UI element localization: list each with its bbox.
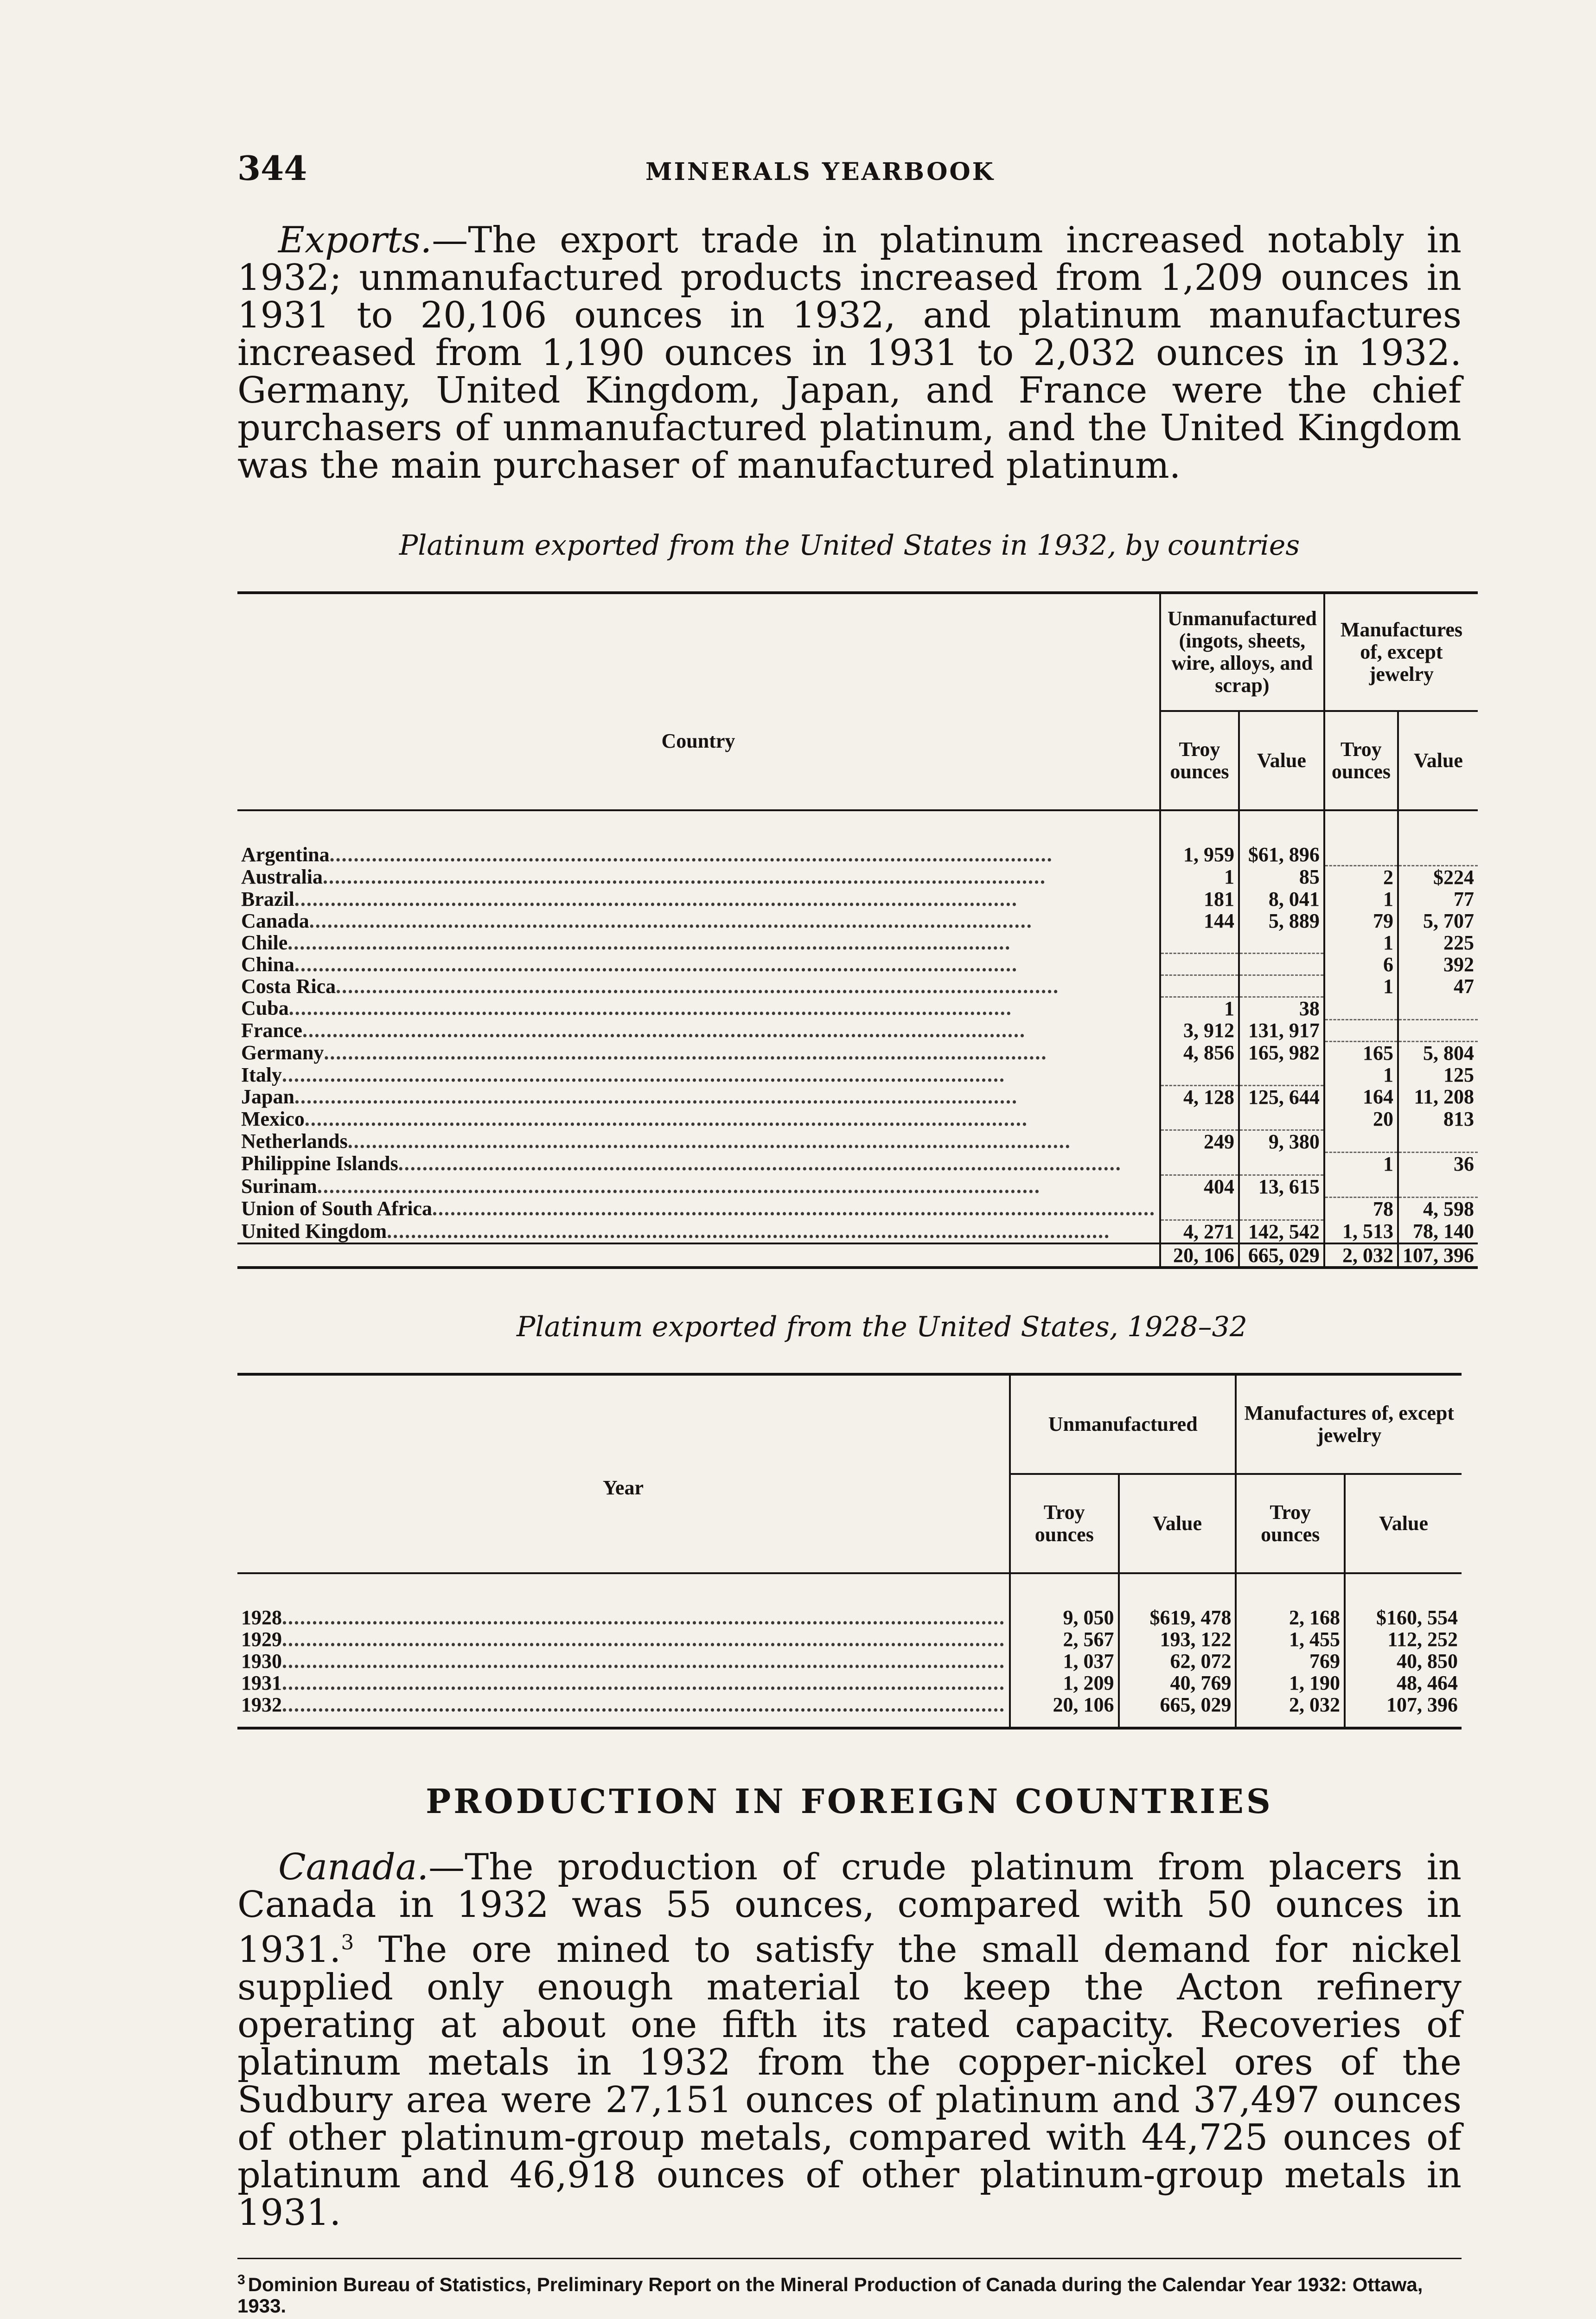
total-manufactures-value: 107, 396	[1398, 1243, 1478, 1268]
manufactures-value-cell: 4, 598	[1398, 1198, 1478, 1220]
country-cell-text: Costa Rica	[241, 975, 336, 997]
manufactures-value-cell: 392	[1398, 954, 1478, 975]
year-cell	[237, 1650, 1010, 1672]
unmanufactured-value-cell	[1239, 1108, 1324, 1130]
table-row	[237, 1019, 1478, 1041]
leader-dots: ........................................................................................................................	[287, 931, 1011, 954]
country-cell-text: Netherlands	[241, 1130, 348, 1153]
table-row	[237, 954, 1478, 975]
leader-dots: ........................................................................................................................	[336, 975, 1060, 997]
table-row	[237, 975, 1478, 997]
unmanufactured-value-cell: 62, 072	[1119, 1650, 1236, 1672]
country-cell-text: Germany	[241, 1041, 324, 1064]
manufactures-value-cell: 225	[1398, 932, 1478, 954]
manufactures-ounces-cell: 1	[1324, 975, 1398, 997]
exports-lead: Exports.	[278, 219, 432, 261]
year-cell	[237, 1573, 1010, 1628]
unmanufactured-ounces-cell	[1160, 1108, 1239, 1130]
total-unmanufactured-ounces: 20, 106	[1160, 1243, 1239, 1268]
footnote-text: Dominion Bureau of Statistics, Preliminary Report on the Mineral Production of Canada during the Calendar Year 1932: Ottawa, 1933.	[237, 2273, 1423, 2317]
unmanufactured-value-cell	[1239, 1153, 1324, 1175]
country-cell	[237, 975, 1160, 997]
country-cell	[237, 997, 1160, 1020]
year-header: Year	[603, 1476, 644, 1499]
table1-body	[237, 810, 1478, 1243]
table-row	[237, 910, 1478, 932]
page-header	[237, 148, 1462, 199]
manufactures-ounces-cell	[1324, 1019, 1398, 1041]
unmanufactured-ounces-cell: 1	[1160, 865, 1239, 888]
country-cell-text: Brazil	[241, 888, 294, 910]
manufactures-value-cell: 77	[1398, 888, 1478, 910]
unmanufactured-value-cell: 9, 380	[1239, 1130, 1324, 1153]
country-cell-text: Australia	[241, 865, 323, 888]
table-row	[237, 1198, 1478, 1220]
leader-dots: ........................................................................................................................	[282, 1672, 1005, 1694]
country-cell	[237, 1086, 1160, 1108]
year-cell-text: 1928	[241, 1606, 282, 1628]
year-cell	[237, 1672, 1010, 1694]
manufactures-troy-ounces-header: Troy ounces	[1324, 711, 1398, 810]
table-row	[237, 1694, 1462, 1728]
unmanufactured-ounces-cell: 144	[1160, 910, 1239, 932]
manufactures-ounces-cell: 79	[1324, 910, 1398, 932]
table-row	[237, 997, 1478, 1020]
country-cell	[237, 810, 1160, 865]
unmanufactured-value-cell: 5, 889	[1239, 910, 1324, 932]
manufactures-value-cell: 112, 252	[1345, 1628, 1462, 1650]
unmanufactured-value-cell: 8, 041	[1239, 888, 1324, 910]
footnote-mark: 3	[237, 2272, 245, 2287]
manufactures-ounces-cell: 2	[1324, 865, 1398, 888]
country-cell	[237, 1153, 1160, 1175]
unmanufactured-value-cell: 38	[1239, 997, 1324, 1020]
unmanufactured-ounces-cell: 3, 912	[1160, 1019, 1239, 1041]
page-number: 344	[237, 148, 307, 188]
manufactures-value-cell: $160, 554	[1345, 1573, 1462, 1628]
country-cell-text: Argentina	[241, 843, 330, 865]
leader-dots: ........................................................................................................................	[398, 1152, 1122, 1175]
table-row	[237, 1130, 1478, 1153]
unmanufactured-value-cell: $619, 478	[1119, 1573, 1236, 1628]
unmanufactured-ounces-cell: 404	[1160, 1175, 1239, 1198]
unmanufactured-value-cell: 13, 615	[1239, 1175, 1324, 1198]
manufactures-value-header: Value	[1398, 711, 1478, 810]
manufactures-value-cell	[1398, 1175, 1478, 1198]
manufactures-value-cell: $224	[1398, 865, 1478, 888]
manufactures-value-cell: 36	[1398, 1153, 1478, 1175]
year-cell-text: 1931	[241, 1672, 282, 1694]
table-row	[237, 1108, 1478, 1130]
unmanufactured-value-cell	[1239, 1064, 1324, 1086]
country-header: Country	[661, 730, 735, 752]
manufactures-ounces-cell: 164	[1324, 1086, 1398, 1108]
t2-unmanufactured-value-header: Value	[1119, 1474, 1236, 1573]
t2-manufactures-troy-ounces-header: Troy ounces	[1236, 1474, 1345, 1573]
unmanufactured-value-cell: 665, 029	[1119, 1694, 1236, 1728]
manufactures-ounces-cell: 769	[1236, 1650, 1345, 1672]
manufactures-ounces-cell	[1324, 810, 1398, 865]
country-cell	[237, 1175, 1160, 1198]
manufactures-ounces-cell: 20	[1324, 1108, 1398, 1130]
manufactures-ounces-cell: 6	[1324, 954, 1398, 975]
country-cell-text: Mexico	[241, 1108, 305, 1130]
unmanufactured-group-header: Unmanufactured (ingots, sheets, wire, alloys, and scrap)	[1160, 593, 1324, 711]
country-cell-text: Chile	[241, 931, 288, 954]
t2-manufactures-value-header: Value	[1345, 1474, 1462, 1573]
country-cell	[237, 888, 1160, 910]
footnote	[237, 2258, 1462, 2317]
leader-dots: ........................................................................................................................	[282, 1063, 1005, 1086]
total-row	[237, 1243, 1478, 1268]
leader-dots: ........................................................................................................................	[432, 1197, 1156, 1220]
unmanufactured-value-cell	[1239, 975, 1324, 997]
table-row	[237, 1220, 1478, 1243]
unmanufactured-ounces-cell	[1160, 932, 1239, 954]
footnote-reference[interactable]: 3	[341, 1930, 354, 1954]
unmanufactured-troy-ounces-header: Troy ounces	[1160, 711, 1239, 810]
manufactures-ounces-cell: 1	[1324, 1064, 1398, 1086]
year-cell-text: 1929	[241, 1628, 282, 1650]
unmanufactured-ounces-cell: 9, 050	[1010, 1573, 1119, 1628]
running-head: MINERALS YEARBOOK	[645, 158, 995, 186]
country-cell	[237, 910, 1160, 932]
manufactures-value-cell: 5, 804	[1398, 1041, 1478, 1064]
unmanufactured-ounces-cell: 4, 271	[1160, 1220, 1239, 1243]
country-cell	[237, 1019, 1160, 1041]
table-row	[237, 1153, 1478, 1175]
country-cell	[237, 932, 1160, 954]
unmanufactured-ounces-cell: 1, 959	[1160, 810, 1239, 865]
manufactures-value-cell: 78, 140	[1398, 1220, 1478, 1243]
manufactures-value-cell	[1398, 1130, 1478, 1153]
unmanufactured-ounces-cell: 4, 128	[1160, 1086, 1239, 1108]
unmanufactured-value-cell: 165, 982	[1239, 1041, 1324, 1064]
t2-manufactures-group-header: Manufactures of, except jewelry	[1236, 1374, 1462, 1474]
exports-by-country-table	[237, 591, 1478, 1269]
country-cell-text: France	[241, 1019, 302, 1041]
unmanufactured-ounces-cell: 249	[1160, 1130, 1239, 1153]
country-cell-text: Canada	[241, 910, 309, 932]
unmanufactured-ounces-cell	[1160, 1153, 1239, 1175]
t2-unmanufactured-troy-ounces-header: Troy ounces	[1010, 1474, 1119, 1573]
country-cell	[237, 1130, 1160, 1153]
exports-text: —The export trade in platinum increased notably in 1932; unmanufactured products increased from 1,209 ounces in 1931 to 20,106 ounces in 1932, and platinum manufactures increased from 1,190 ounces in 1931 to 2,032 ounces in 1932. Germany, United Kingdom, Japan, and France were the chief purchasers of unmanufactured platinum, and the United Kingdom was the main purchaser of manufactured platinum.	[237, 219, 1462, 487]
manufactures-value-cell: 813	[1398, 1108, 1478, 1130]
table-row	[237, 932, 1478, 954]
leader-dots: ........................................................................................................................	[387, 1220, 1111, 1243]
unmanufactured-value-header: Value	[1239, 711, 1324, 810]
canada-text-2: The ore mined to satisfy the small demand for nickel supplied only enough material to keep the Acton refinery operating at about one fifth its rated capacity. Recoveries of platinum metals in 1932 from the copper-nickel ores of the Sudbury area were 27,151 ounces of platinum and 37,497 ounces of other platinum-group metals, compared with 44,725 ounces of platinum and 46,918 ounces of other platinum-group metals in 1931.	[237, 1928, 1462, 2234]
leader-dots: ........................................................................................................................	[324, 1041, 1047, 1064]
table-row	[237, 1672, 1462, 1694]
country-cell-text: Philippine Islands	[241, 1152, 398, 1175]
manufactures-value-cell	[1398, 997, 1478, 1020]
unmanufactured-value-cell	[1239, 954, 1324, 975]
leader-dots: ........................................................................................................................	[282, 1693, 1005, 1716]
unmanufactured-ounces-cell	[1160, 954, 1239, 975]
unmanufactured-ounces-cell	[1160, 1064, 1239, 1086]
year-cell-text: 1932	[241, 1693, 282, 1716]
year-cell	[237, 1628, 1010, 1650]
manufactures-ounces-cell: 2, 032	[1236, 1694, 1345, 1728]
total-unmanufactured-value: 665, 029	[1239, 1243, 1324, 1268]
table-row	[237, 1064, 1478, 1086]
manufactures-ounces-cell: 1, 455	[1236, 1628, 1345, 1650]
unmanufactured-ounces-cell: 1, 037	[1010, 1650, 1119, 1672]
country-cell	[237, 1198, 1160, 1220]
table-row	[237, 865, 1478, 888]
unmanufactured-value-cell	[1239, 932, 1324, 954]
country-cell	[237, 865, 1160, 888]
unmanufactured-ounces-cell: 2, 567	[1010, 1628, 1119, 1650]
exports-by-year-table	[237, 1373, 1462, 1730]
unmanufactured-ounces-cell: 1	[1160, 997, 1239, 1020]
unmanufactured-value-cell: 85	[1239, 865, 1324, 888]
country-cell-text: China	[241, 953, 294, 975]
manufactures-value-cell: 125	[1398, 1064, 1478, 1086]
manufactures-ounces-cell: 1	[1324, 888, 1398, 910]
unmanufactured-value-cell: 193, 122	[1119, 1628, 1236, 1650]
manufactures-value-cell: 5, 707	[1398, 910, 1478, 932]
leader-dots: ........................................................................................................................	[294, 888, 1018, 910]
unmanufactured-value-cell: 40, 769	[1119, 1672, 1236, 1694]
exports-paragraph	[237, 219, 1462, 487]
table2-body	[237, 1573, 1462, 1728]
country-cell	[237, 1220, 1160, 1243]
leader-dots: ........................................................................................................................	[317, 1175, 1041, 1198]
manufactures-ounces-cell: 1	[1324, 1153, 1398, 1175]
country-cell	[237, 1108, 1160, 1130]
table1-caption: Platinum exported from the United States in 1932, by countries	[399, 529, 1300, 562]
manufactures-ounces-cell	[1324, 997, 1398, 1020]
section-title: PRODUCTION IN FOREIGN COUNTRIES	[426, 1781, 1273, 1821]
leader-dots: ........................................................................................................................	[282, 1606, 1005, 1628]
manufactures-value-cell	[1398, 810, 1478, 865]
manufactures-ounces-cell: 1, 190	[1236, 1672, 1345, 1694]
manufactures-ounces-cell: 165	[1324, 1041, 1398, 1064]
table-row	[237, 810, 1478, 865]
country-cell-text: Italy	[241, 1063, 282, 1086]
country-cell	[237, 1041, 1160, 1064]
leader-dots: ........................................................................................................................	[294, 1085, 1018, 1108]
leader-dots: ........................................................................................................................	[302, 1019, 1026, 1041]
unmanufactured-value-cell: 131, 917	[1239, 1019, 1324, 1041]
table-row	[237, 1573, 1462, 1628]
country-cell-text: Japan	[241, 1085, 294, 1108]
unmanufactured-value-cell	[1239, 1198, 1324, 1220]
total-label-cell	[237, 1243, 1160, 1268]
manufactures-value-cell: 47	[1398, 975, 1478, 997]
manufactures-ounces-cell: 2, 168	[1236, 1573, 1345, 1628]
leader-dots: ........................................................................................................................	[309, 910, 1033, 932]
manufactures-value-cell	[1398, 1019, 1478, 1041]
table-row	[237, 1175, 1478, 1198]
manufactures-value-cell: 40, 850	[1345, 1650, 1462, 1672]
unmanufactured-ounces-cell: 1, 209	[1010, 1672, 1119, 1694]
leader-dots: ........................................................................................................................	[294, 953, 1018, 975]
table-row	[237, 1086, 1478, 1108]
leader-dots: ........................................................................................................................	[347, 1130, 1071, 1153]
manufactures-ounces-cell	[1324, 1130, 1398, 1153]
table-row	[237, 1650, 1462, 1672]
leader-dots: ........................................................................................................................	[323, 865, 1046, 888]
manufactures-ounces-cell: 78	[1324, 1198, 1398, 1220]
total-manufactures-ounces: 2, 032	[1324, 1243, 1398, 1268]
table-row	[237, 888, 1478, 910]
manufactures-group-header: Manufactures of, except jewelry	[1324, 593, 1478, 711]
leader-dots: ........................................................................................................................	[329, 843, 1053, 865]
page	[237, 148, 1474, 2317]
table2-caption: Platinum exported from the United States, 1928–32	[517, 1310, 1247, 1343]
country-cell-text: Union of South Africa	[241, 1197, 432, 1220]
manufactures-ounces-cell: 1	[1324, 932, 1398, 954]
unmanufactured-value-cell: 125, 644	[1239, 1086, 1324, 1108]
table-row	[237, 1041, 1478, 1064]
canada-paragraph	[237, 1846, 1462, 2234]
unmanufactured-ounces-cell: 20, 106	[1010, 1694, 1119, 1728]
year-cell	[237, 1694, 1010, 1728]
canada-text-1: —The production of crude platinum from placers in Canada in 1932 was 55 ounces, compared with 50 ounces in 1931.	[237, 1846, 1462, 1971]
table-row	[237, 1628, 1462, 1650]
year-cell-text: 1930	[241, 1650, 282, 1672]
manufactures-ounces-cell	[1324, 1175, 1398, 1198]
manufactures-value-cell: 48, 464	[1345, 1672, 1462, 1694]
leader-dots: ........................................................................................................................	[288, 997, 1012, 1019]
unmanufactured-ounces-cell: 4, 856	[1160, 1041, 1239, 1064]
unmanufactured-ounces-cell	[1160, 1198, 1239, 1220]
manufactures-ounces-cell: 1, 513	[1324, 1220, 1398, 1243]
unmanufactured-ounces-cell	[1160, 975, 1239, 997]
unmanufactured-value-cell: 142, 542	[1239, 1220, 1324, 1243]
country-cell-text: Surinam	[241, 1175, 317, 1198]
manufactures-value-cell: 11, 208	[1398, 1086, 1478, 1108]
unmanufactured-value-cell: $61, 896	[1239, 810, 1324, 865]
country-cell-text: United Kingdom	[241, 1220, 387, 1243]
country-cell	[237, 954, 1160, 975]
leader-dots: ........................................................................................................................	[282, 1650, 1005, 1672]
unmanufactured-ounces-cell: 181	[1160, 888, 1239, 910]
leader-dots: ........................................................................................................................	[304, 1108, 1028, 1130]
manufactures-value-cell: 107, 396	[1345, 1694, 1462, 1728]
leader-dots: ........................................................................................................................	[282, 1628, 1005, 1650]
country-cell-text: Cuba	[241, 997, 289, 1019]
t2-unmanufactured-group-header: Unmanufactured	[1010, 1374, 1236, 1474]
canada-lead: Canada.	[278, 1846, 429, 1888]
country-cell	[237, 1064, 1160, 1086]
